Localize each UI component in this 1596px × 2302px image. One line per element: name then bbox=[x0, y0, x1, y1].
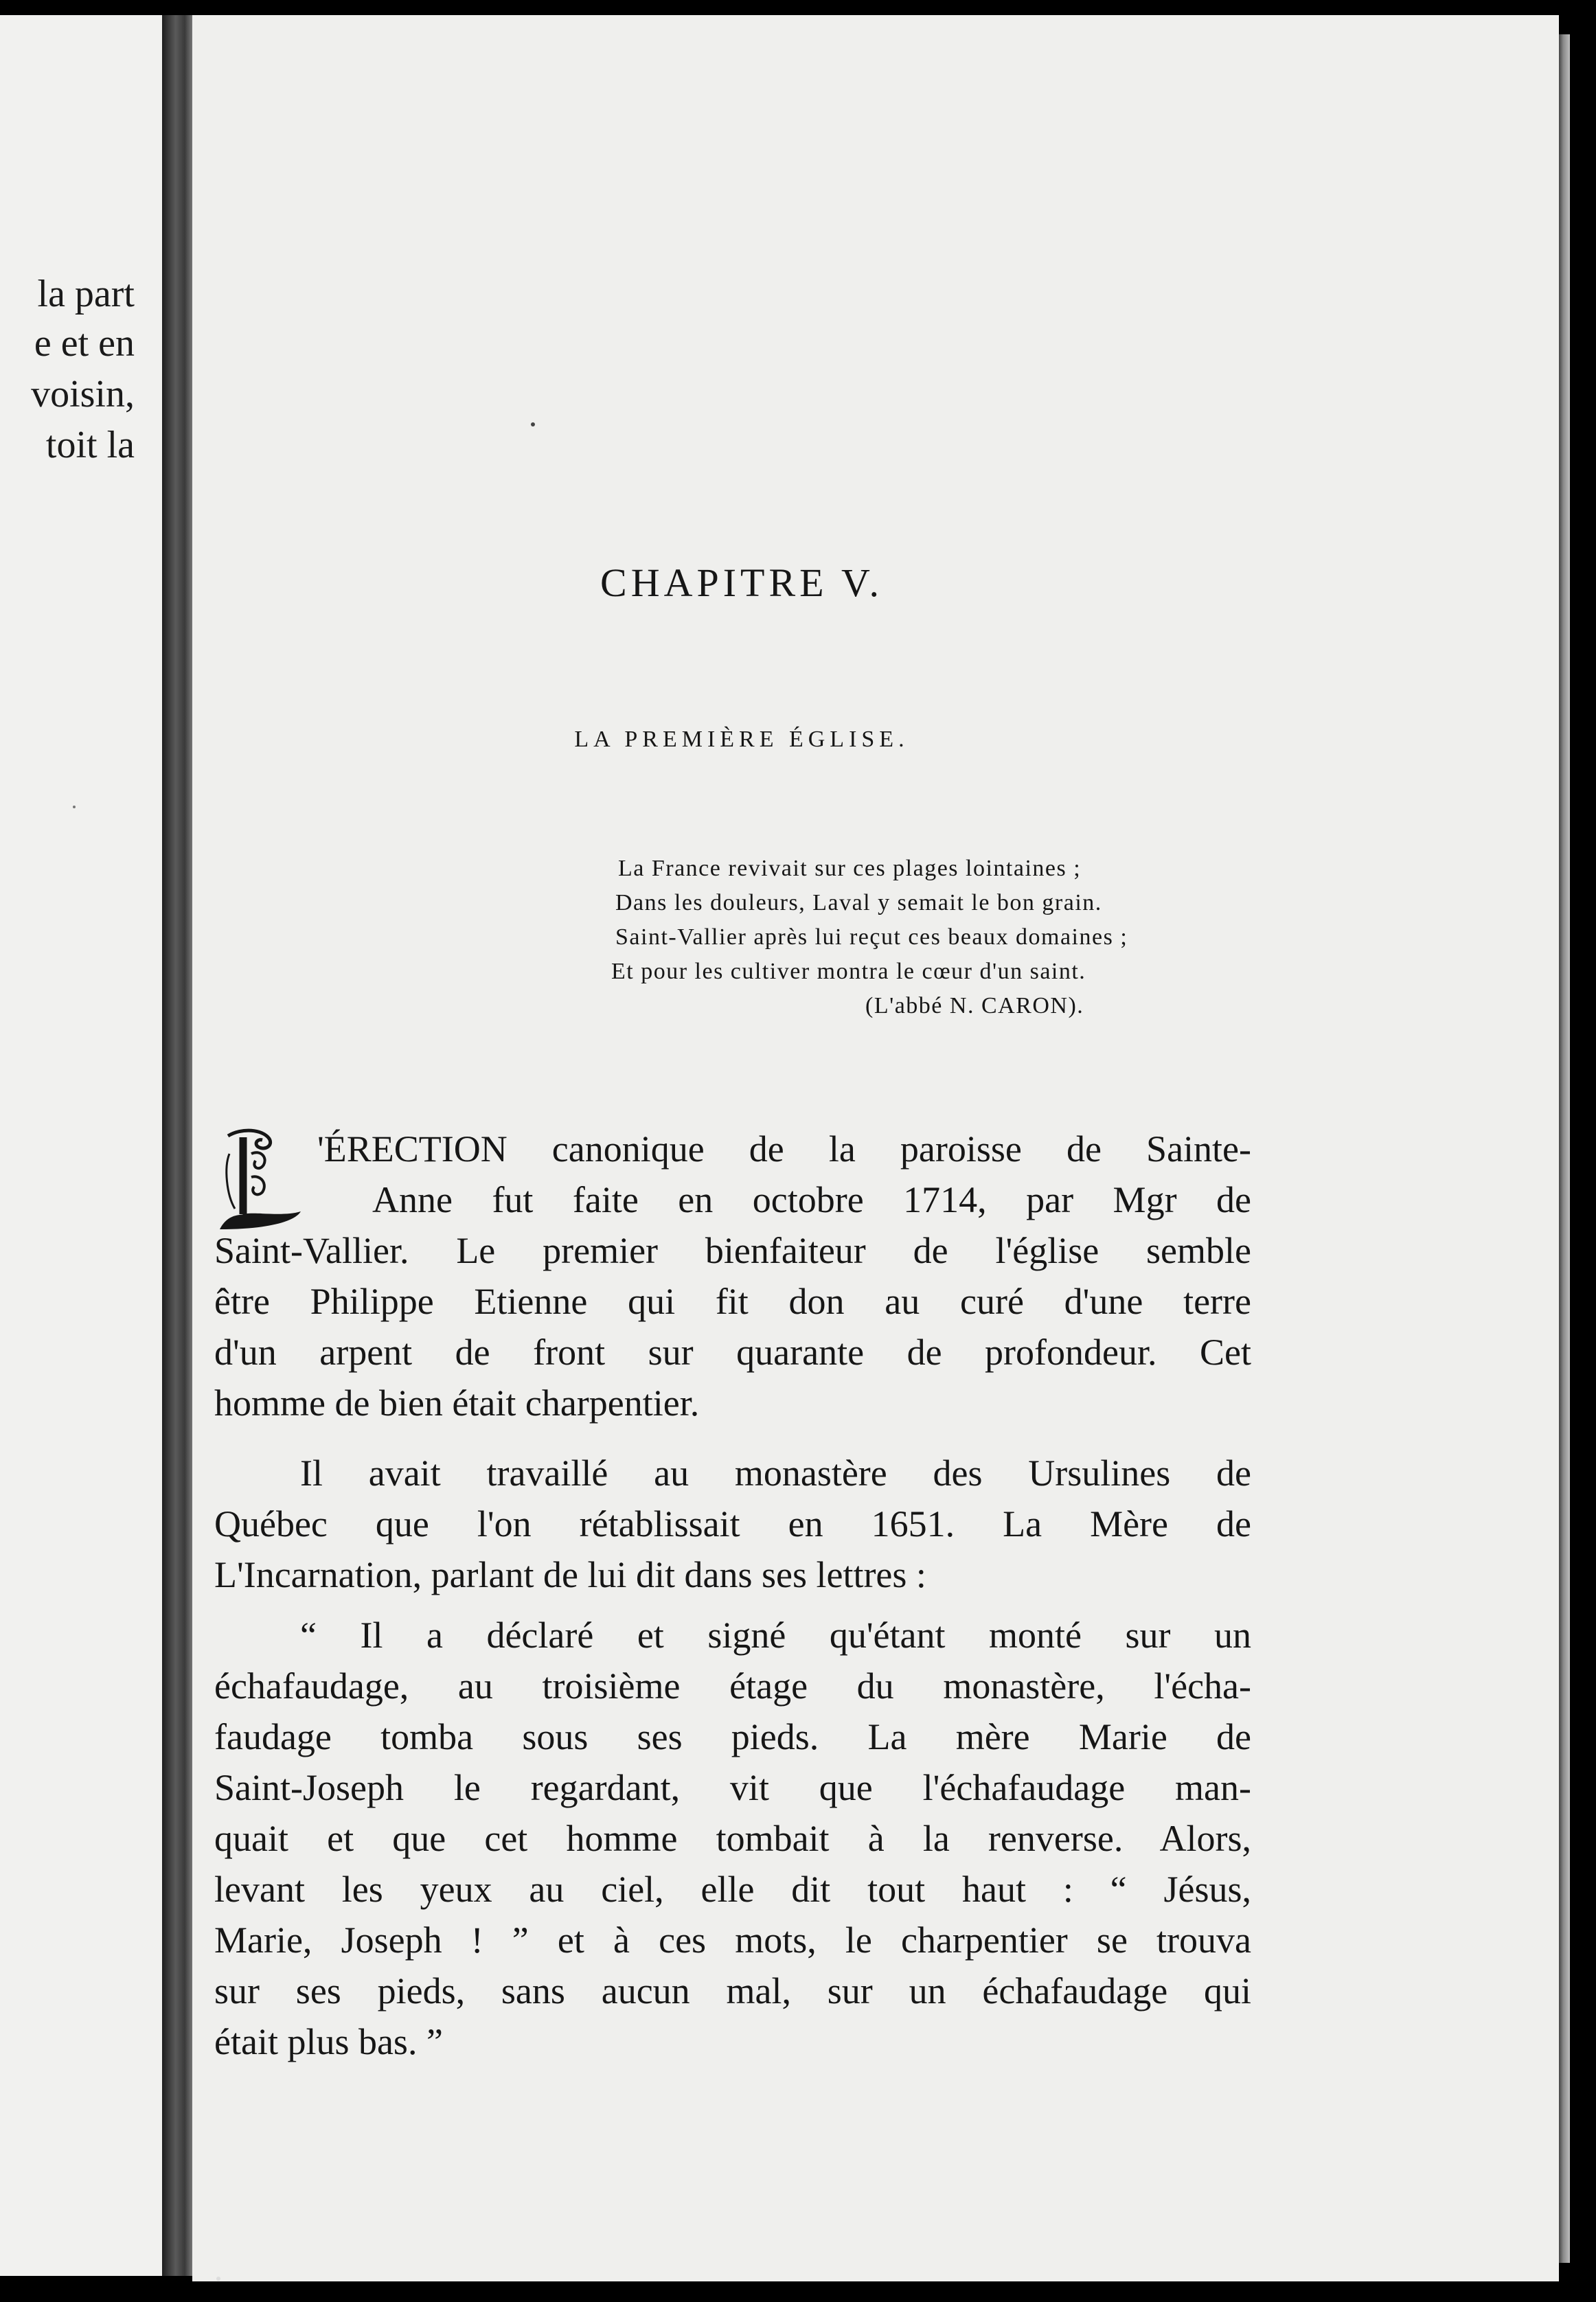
text-line: “ Il a déclaré et signé qu'étant monté sur un bbox=[300, 1615, 1251, 1656]
text-line: quait et que cet homme tombait à la renverse. Alors, bbox=[214, 1818, 1251, 1859]
epigraph-line: Dans les douleurs, Laval y semait le bon grain. bbox=[615, 890, 1102, 915]
facing-page bbox=[0, 15, 162, 2276]
facing-page-line: e et en bbox=[34, 322, 135, 365]
epigraph-line: La France revivait sur ces plages lointaines ; bbox=[618, 856, 1082, 881]
paragraph bbox=[214, 1610, 1251, 2067]
facing-page-line: toit la bbox=[45, 424, 135, 466]
epigraph-attribution: (L'abbé N. CARON). bbox=[865, 993, 1084, 1018]
text-line: était plus bas. ” bbox=[214, 2021, 443, 2062]
text-line: 'ÉRECTION canonique de la paroisse de Sainte- bbox=[317, 1128, 1251, 1170]
text-line: Saint-Vallier. Le premier bienfaiteur de l'église semble bbox=[214, 1230, 1251, 1271]
book-gutter bbox=[162, 15, 192, 2276]
epigraph bbox=[611, 852, 1243, 1023]
text-line: Il avait travaillé au monastère des Ursulines de bbox=[300, 1452, 1251, 1494]
paragraph bbox=[214, 1124, 1251, 1428]
paragraph bbox=[214, 1448, 1251, 1600]
text-line: Anne fut faite en octobre 1714, par Mgr de bbox=[372, 1179, 1251, 1220]
text-line: homme de bien était charpentier. bbox=[214, 1382, 700, 1424]
page-edge bbox=[1559, 34, 1570, 2263]
epigraph-line: Et pour les cultiver montra le cœur d'un saint. bbox=[611, 959, 1086, 984]
facing-page-line: voisin, bbox=[31, 373, 135, 415]
text-line: être Philippe Etienne qui fit don au curé d'une terre bbox=[214, 1281, 1251, 1322]
epigraph-line: Saint-Vallier après lui reçut ces beaux domaines ; bbox=[615, 924, 1128, 950]
text-line: échafaudage, au troisième étage du monastère, l'écha- bbox=[214, 1665, 1251, 1707]
text-line: L'Incarnation, parlant de lui dit dans ses lettres : bbox=[214, 1554, 926, 1595]
text-line: d'un arpent de front sur quarante de profondeur. Cet bbox=[214, 1332, 1251, 1373]
text-line: levant les yeux au ciel, elle dit tout haut : “ Jésus, bbox=[214, 1869, 1251, 1910]
text-line: faudage tomba sous ses pieds. La mère Marie de bbox=[214, 1716, 1251, 1757]
text-line: Québec que l'on rétablissait en 1651. La Mère de bbox=[214, 1503, 1251, 1545]
text-line: sur ses pieds, sans aucun mal, sur un échafaudage qui bbox=[214, 1970, 1251, 2012]
section-title: LA PREMIÈRE ÉGLISE. bbox=[574, 727, 909, 752]
text-line: Marie, Joseph ! ” et à ces mots, le charpentier se trouva bbox=[214, 1919, 1251, 1961]
chapter-title: CHAPITRE V. bbox=[600, 560, 883, 605]
facing-page-line: la part bbox=[37, 273, 135, 315]
text-line: Saint-Joseph le regardant, vit que l'échafaudage man- bbox=[214, 1767, 1251, 1808]
